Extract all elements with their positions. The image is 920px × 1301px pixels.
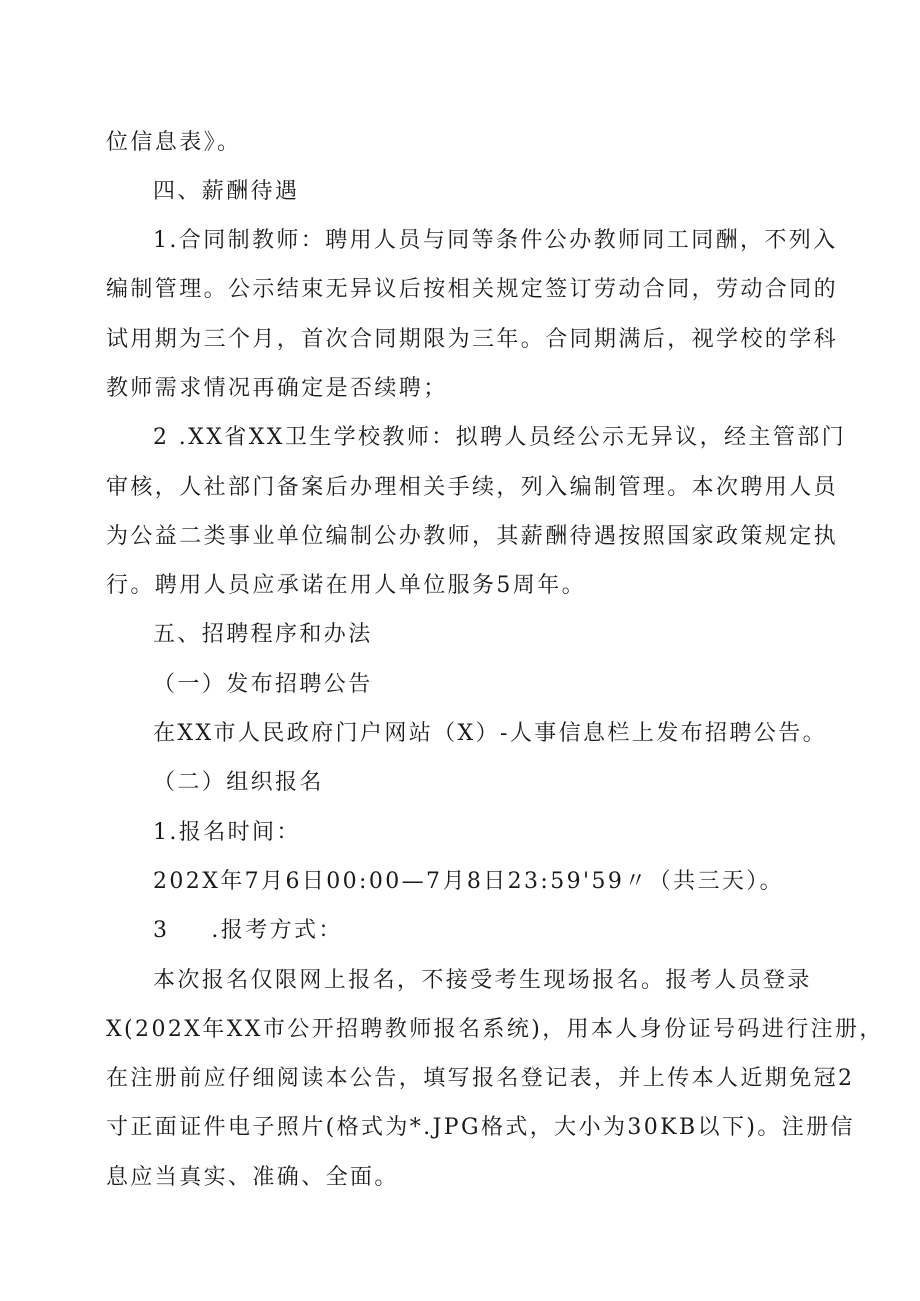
text-line-4: 编制管理。公示结束无异议后按相关规定签订劳动合同，劳动合同的 — [106, 277, 839, 302]
text-line-7: 2 .XX省XX卫生学校教师：拟聘人员经公示无异议，经主管部门 — [153, 425, 847, 450]
list-number: 3 — [153, 918, 170, 943]
text-line-6: 教师需求情况再确定是否续聘； — [106, 376, 448, 401]
text-line-1: 位信息表》。 — [106, 130, 242, 155]
text-line-22: 息应当真实、准确、全面。 — [106, 1165, 399, 1190]
text-line-8: 审核，人社部门备案后办理相关手续，列入编制管理。本次聘用人员 — [106, 475, 839, 500]
text-line-15: 1.报名时间： — [153, 820, 301, 845]
text-line-18: 本次报名仅限网上报名，不接受考生现场报名。报考人员登录 — [153, 968, 812, 993]
text-line-9: 为公益二类事业单位编制公办教师，其薪酬待遇按照国家政策规定执 — [106, 524, 839, 549]
subheading-announcement: （一）发布招聘公告 — [153, 672, 373, 697]
text-line-5: 试用期为三个月，首次合同期限为三年。合同期满后，视学校的学科 — [106, 327, 839, 352]
text-line-17 — [153, 916, 343, 946]
section-heading-salary: 四、薪酬待遇 — [153, 179, 300, 204]
text-line-3: 1.合同制教师：聘用人员与同等条件公办教师同工同酬，不列入 — [153, 228, 838, 253]
list-text: .报考方式： — [211, 918, 343, 943]
text-line-21: 寸正面证件电子照片(格式为*.JPG格式，大小为30KB以下)。注册信 — [106, 1115, 855, 1140]
text-line-10: 行。聘用人员应承诺在用人单位服务5周年。 — [106, 573, 586, 598]
subheading-registration: （二）组织报名 — [153, 770, 324, 795]
text-line-19: X(202X年XX市公开招聘教师报名系统)，用本人身份证号码进行注册， — [106, 1017, 884, 1042]
text-line-13: 在XX市人民政府门户网站（X）-人事信息栏上发布招聘公告。 — [153, 721, 828, 746]
section-heading-procedure: 五、招聘程序和办法 — [153, 622, 373, 647]
text-line-20: 在注册前应仔细阅读本公告，填写报名登记表，并上传本人近期免冠2 — [106, 1066, 855, 1091]
text-line-16: 202X年7月6日00:00—7月8日23:59'59〃（共三天）。 — [153, 869, 785, 894]
